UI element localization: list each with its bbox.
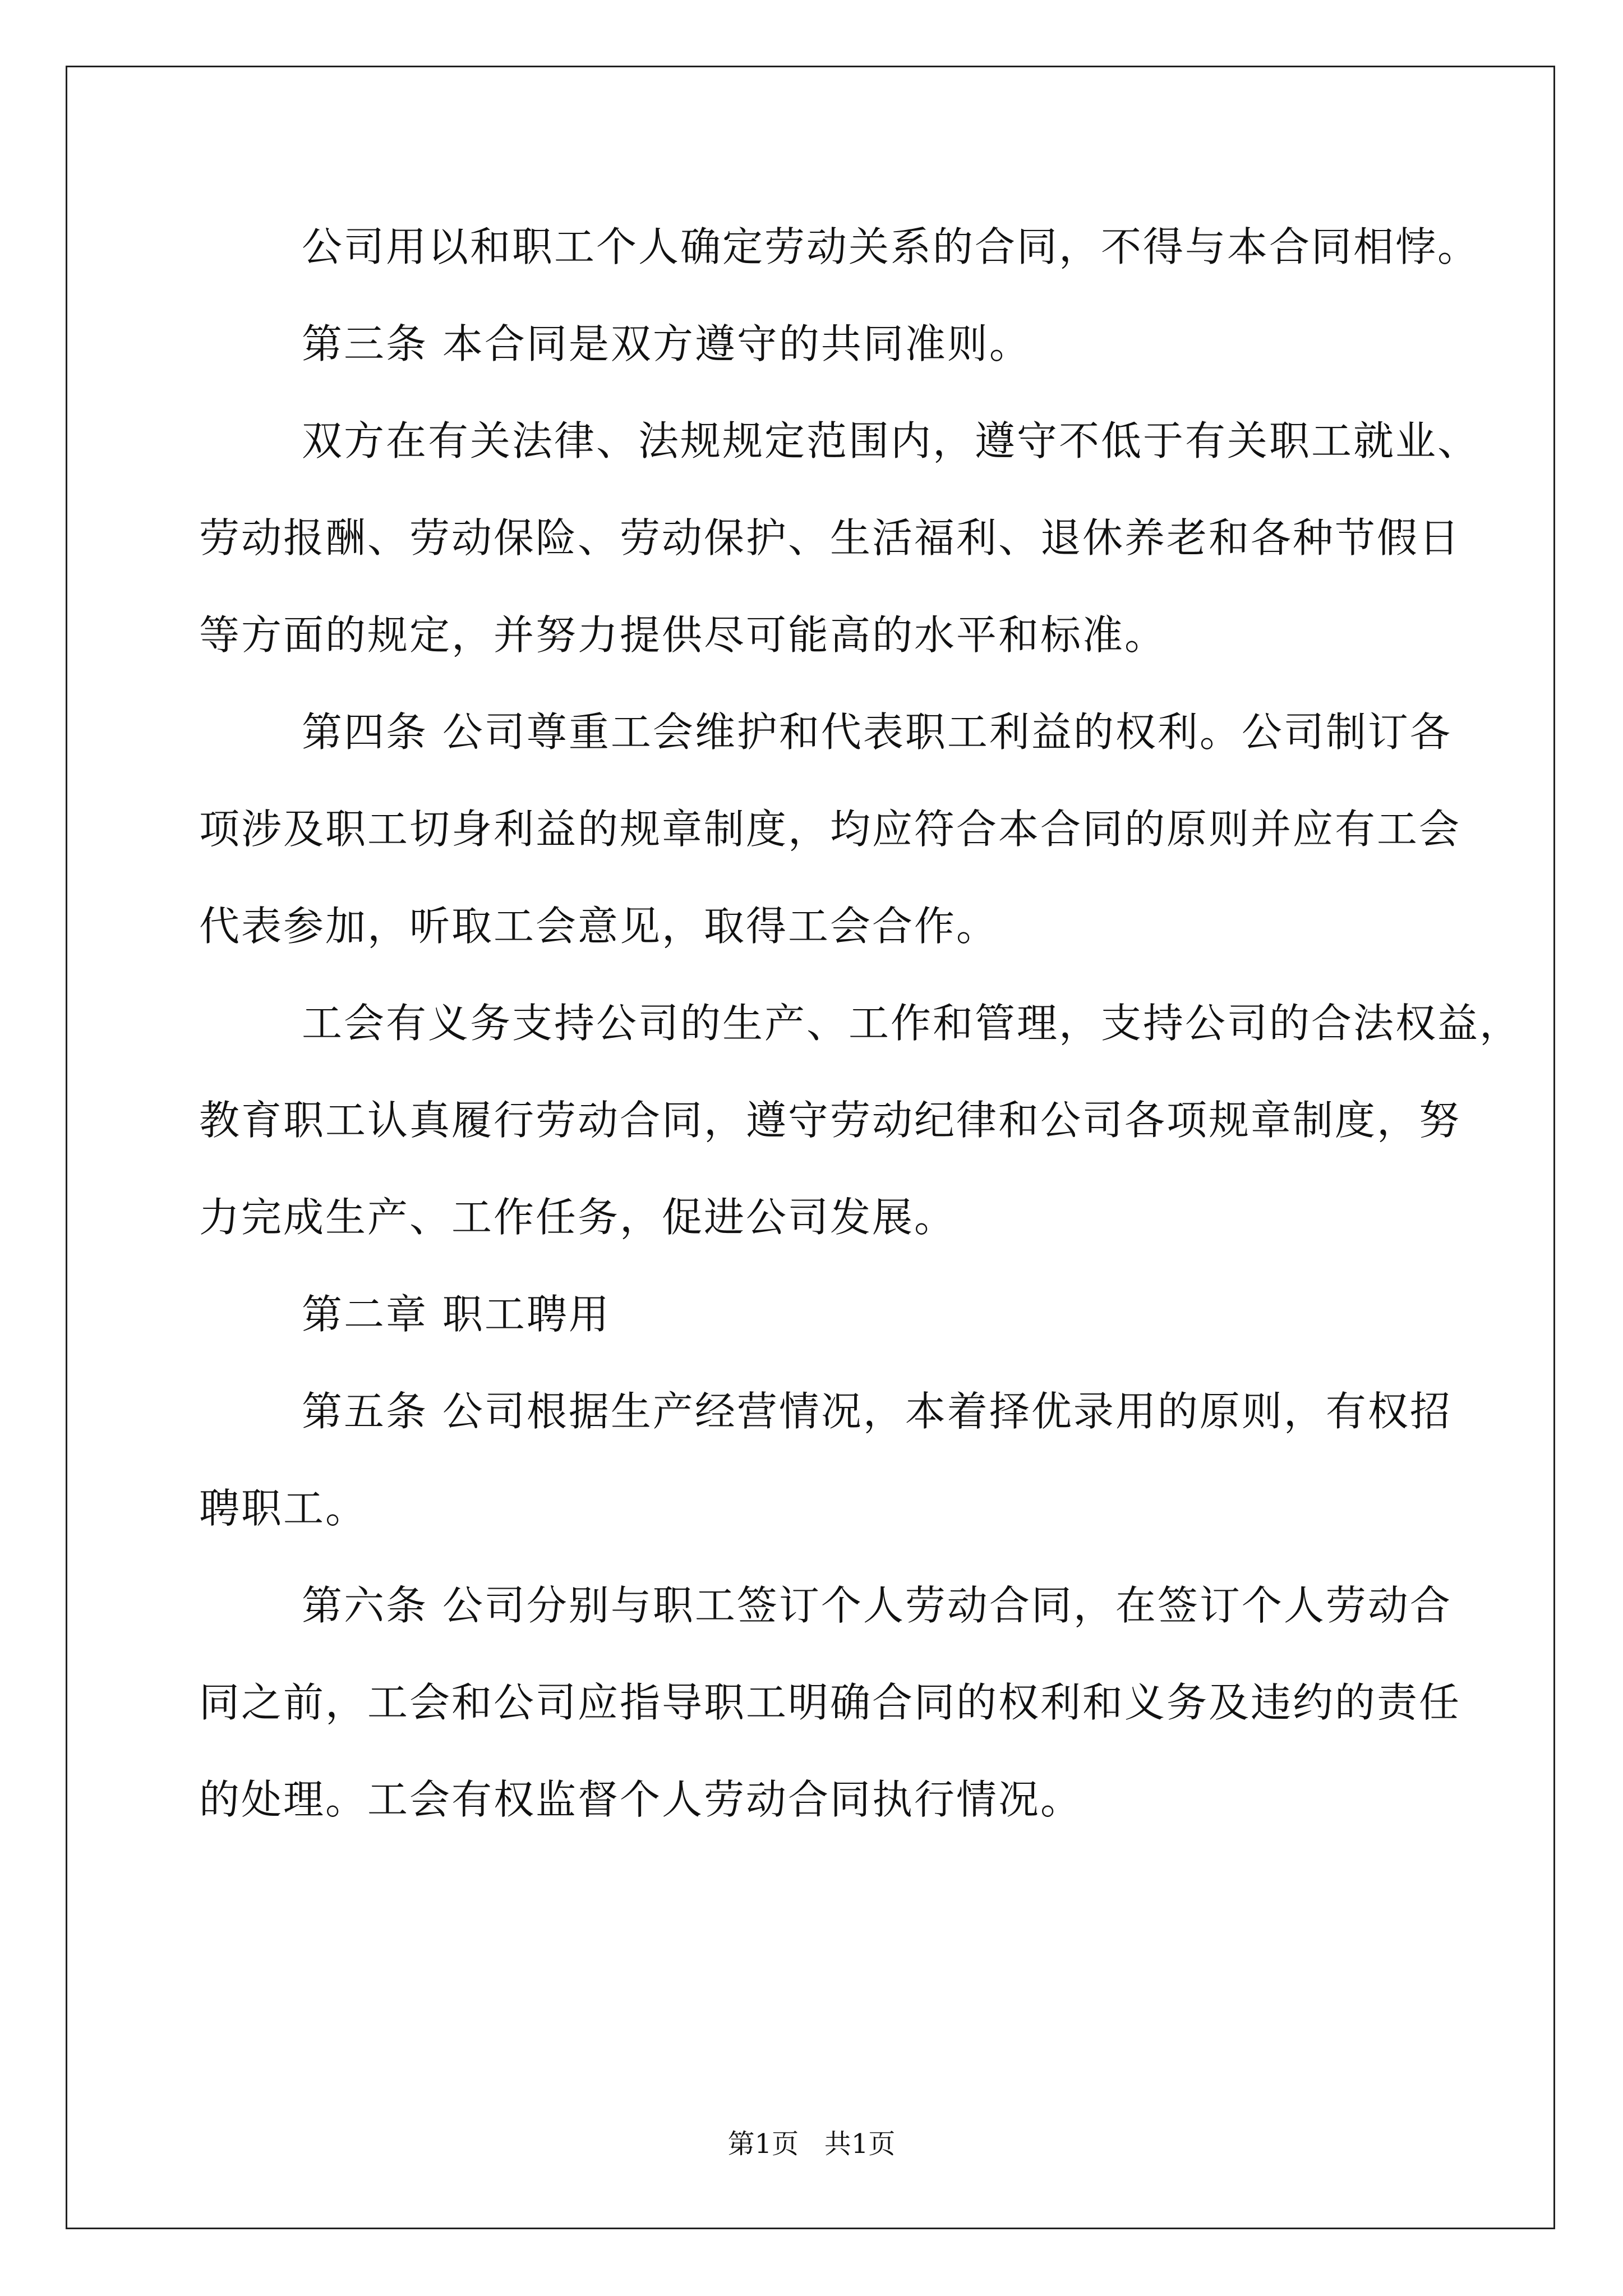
text-line: 等方面的规定，并努力提供尽可能高的水平和标准。 — [199, 611, 1167, 659]
text-line: 教育职工认真履行劳动合同，遵守劳动纪律和公司各项规章制度，努 — [199, 1097, 1461, 1144]
text-line: 第四条 公司尊重工会维护和代表职工利益的权利。公司制订各 — [302, 708, 1452, 756]
chapter-heading: 第二章 职工聘用 — [302, 1291, 611, 1338]
text-line: 劳动报酬、劳动保险、劳动保护、生活福利、退休养老和各种节假日 — [199, 514, 1461, 562]
text-line: 第五条 公司根据生产经营情况，本着择优录用的原则，有权招 — [302, 1388, 1452, 1435]
text-line: 代表参加，听取工会意见，取得工会合作。 — [199, 903, 999, 950]
text-line: 第六条 公司分别与职工签订个人劳动合同，在签订个人劳动合 — [302, 1582, 1452, 1629]
text-line: 力完成生产、工作任务，促进公司发展。 — [199, 1194, 957, 1241]
text-line: 第三条 本合同是双方遵守的共同准则。 — [302, 320, 1031, 367]
text-line: 聘职工。 — [199, 1485, 368, 1532]
text-line: 工会有义务支持公司的生产、工作和管理，支持公司的合法权益， — [302, 1000, 1522, 1047]
page-number-footer: 第1页 共1页 — [727, 2128, 896, 2160]
text-line: 公司用以和职工个人确定劳动关系的合同，不得与本合同相悖。 — [302, 223, 1480, 270]
text-line: 项涉及职工切身利益的规章制度，均应符合本合同的原则并应有工会 — [199, 806, 1461, 853]
text-line: 的处理。工会有权监督个人劳动合同执行情况。 — [199, 1776, 1083, 1823]
text-line: 双方在有关法律、法规规定范围内，遵守不低于有关职工就业、 — [302, 417, 1480, 464]
text-line: 同之前，工会和公司应指导职工明确合同的权利和义务及违约的责任 — [199, 1679, 1461, 1726]
